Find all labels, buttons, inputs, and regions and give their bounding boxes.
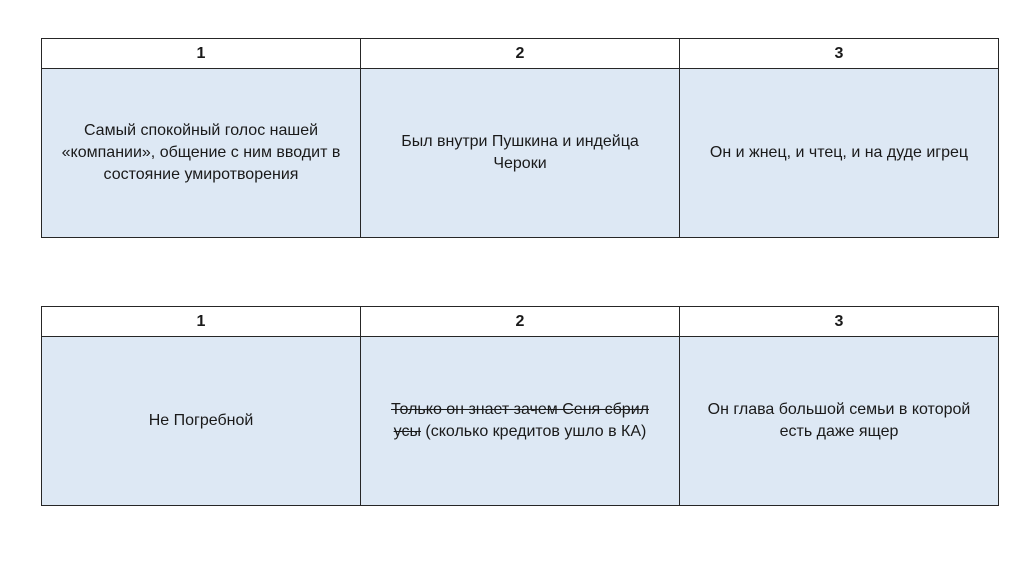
riddle-cell-2: Был внутри Пушкина и индейца Чероки [361, 69, 680, 238]
column-header-2: 2 [361, 39, 680, 69]
riddle-cell-1: Самый спокойный голос нашей «компании», общение с ним вводит в состояние умиротворения [42, 69, 361, 238]
riddle-cell-3: Он и жнец, и чтец, и на дуде игрец [680, 69, 999, 238]
column-header-3: 3 [680, 39, 999, 69]
riddle-cell-3: Он глава большой семьи в которой есть даже ящер [680, 337, 999, 506]
column-header-1: 1 [42, 39, 361, 69]
remaining-text: (сколько кредитов ушло в КА) [420, 423, 647, 440]
header-row [42, 39, 999, 69]
riddle-table-1 [41, 38, 999, 238]
column-header-2: 2 [361, 307, 680, 337]
struck-text: Только он знает зачем Сеня сбрил усы [391, 401, 649, 440]
riddle-cell-1: Не Погребной [42, 337, 361, 506]
column-header-1: 1 [42, 307, 361, 337]
content-row [42, 69, 999, 238]
riddle-cell-2 [361, 337, 680, 506]
column-header-3: 3 [680, 307, 999, 337]
riddle-table-2 [41, 306, 999, 506]
content-row [42, 337, 999, 506]
header-row [42, 307, 999, 337]
